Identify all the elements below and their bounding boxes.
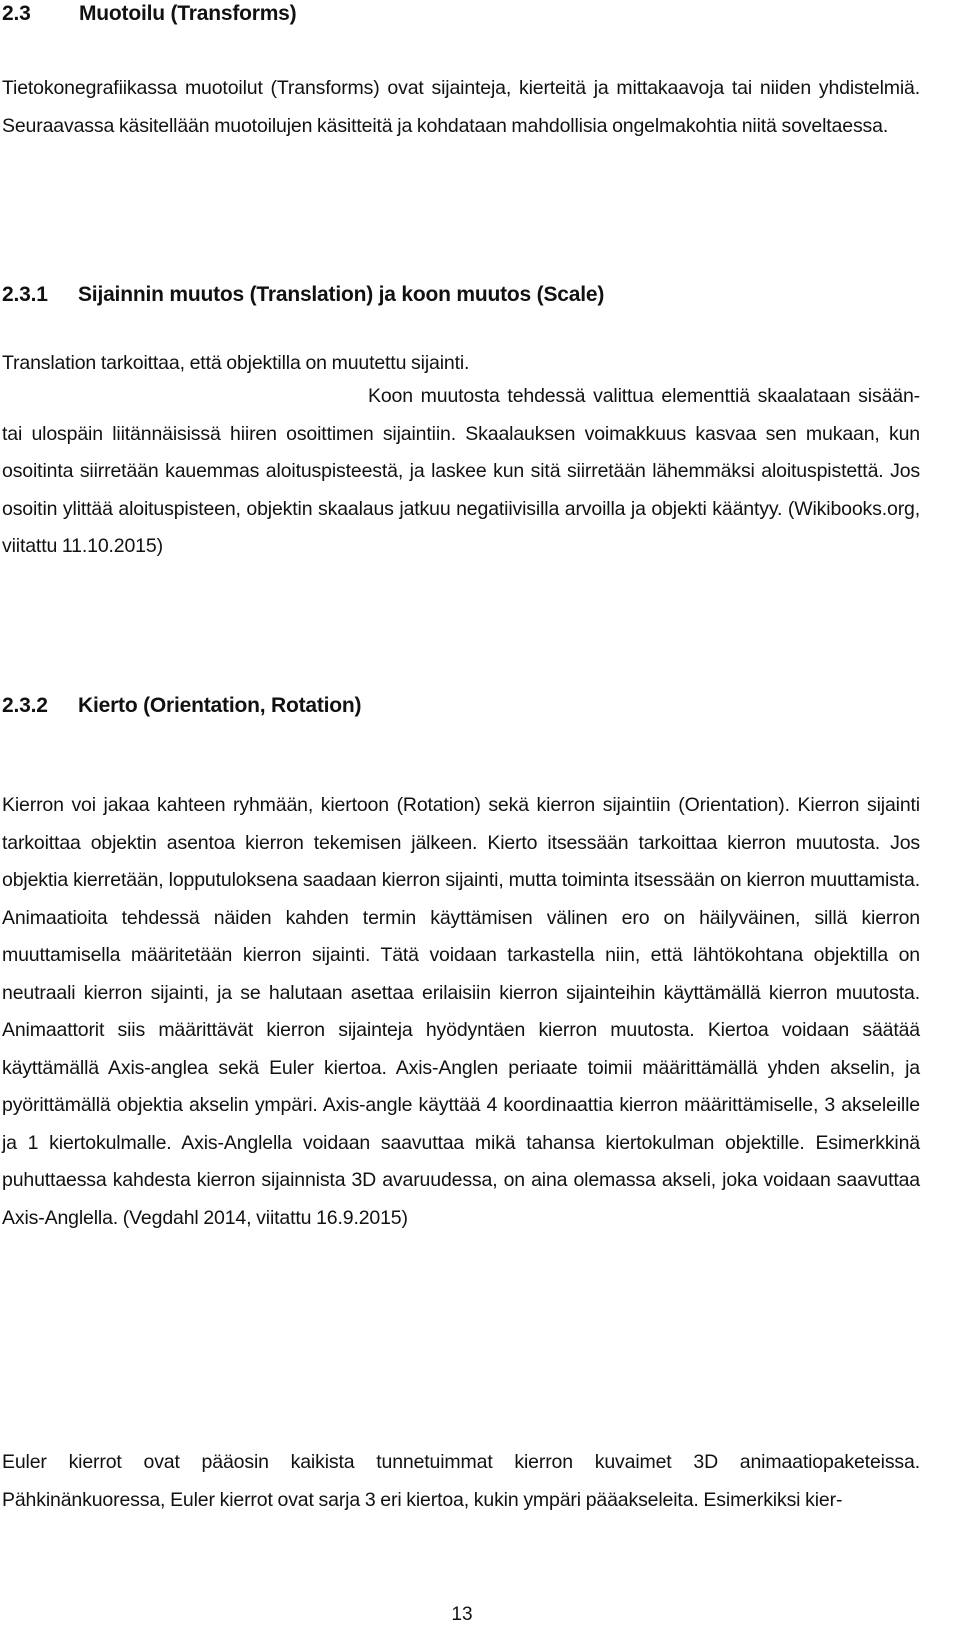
scale-paragraph: Koon muutosta tehdessä valittua elementtiä skaalataan sisään- tai ulospäin liitännäisissä hiiren osoittimen sijaintiin. Skaalauksen voimakkuus kasvaa sen mukaan, kun osoitinta siirretään kauemmas aloituspisteestä, ja laskee kun sitä siirretään lähemmäksi aloituspistettä. Jos osoitin ylittää aloituspisteen, objektin skaalaus jatkuu negatiivisilla arvoilla ja objekti kääntyy. (Wikibooks.org, viitattu 11.10.2015) (2, 385, 920, 557)
euler-paragraph: Euler kierrot ovat pääosin kaikista tunnetuimmat kierron kuvaimet 3D animaatiopaketeissa. Pähkinänkuoressa, Euler kierrot ovat sarja 3 eri kiertoa, kukin ympäri pääakseleita. Esimerkiksi kier- (2, 1451, 920, 1511)
subsection-heading-rotation (2, 694, 361, 718)
rotation-paragraph: Kierron voi jakaa kahteen ryhmään, kiertoon (Rotation) sekä kierron sijaintiin (Orientation). Kierron sijainti tarkoittaa objektin asentoa kierron tekemisen jälkeen. Kierto itsessään tarkoittaa kierron muutosta. Jos objektia kierretään, lopputuloksena saadaan kierron sijainti, mutta toiminta itsessään on kierron muuttamista. Animaatioita tehdessä näiden kahden termin käyttämisen välinen ero on häilyväinen, sillä kierron muuttamisella määritetään kierron sijainti. Tätä voidaan tarkastella niin, että lähtökohtana objektilla on neutraali kierron sijainti, ja se halutaan asettaa erilaisiin kierron sijainteihin käyttämällä kierron muutosta. Animaattorit siis määrittävät kierron sijainteja hyödyntäen kierron muutosta. Kiertoa voidaan säätää käyttämällä Axis-anglea sekä Euler kiertoa. Axis-Anglen periaate toimii määrittämällä yhden akselin, ja pyörittämällä objektia akselin ympäri. Axis-angle käyttää 4 koordinaattia kierron määrittämiselle, 3 akseleille ja 1 kiertokulmalle. Axis-Anglella voidaan saavuttaa mikä tahansa kiertokulman objektille. Esimerkkinä puhuttaessa kahdesta kierron sijainnista 3D avaruudessa, on aina olemassa akseli, joka voidaan saavuttaa Axis-Anglella. (Vegdahl 2014, viitattu 16.9.2015) (2, 794, 920, 1229)
subsection-title: Sijainnin muutos (Translation) ja koon muutos (Scale) (78, 283, 605, 306)
subsection-number: 2.3.2 (2, 694, 48, 717)
subsection-number: 2.3.1 (2, 283, 48, 306)
subsection-heading-translation (2, 283, 604, 307)
section-title: Muotoilu (Transforms) (79, 2, 297, 25)
section-number: 2.3 (2, 2, 31, 25)
page-number: 13 (451, 1604, 473, 1625)
translation-paragraph: Translation tarkoittaa, että objektilla on muutettu sijainti. (2, 352, 470, 374)
subsection-title: Kierto (Orientation, Rotation) (78, 694, 362, 717)
section-intro-paragraph: Tietokonegrafiikassa muotoilut (Transforms) ovat sijainteja, kierteitä ja mittakaavoja tai niiden yhdistelmiä. Seuraavassa käsitellään muotoilujen käsitteitä ja kohdataan mahdollisia ongelmakohtia niitä soveltaessa. (2, 77, 920, 137)
section-heading (2, 2, 296, 26)
